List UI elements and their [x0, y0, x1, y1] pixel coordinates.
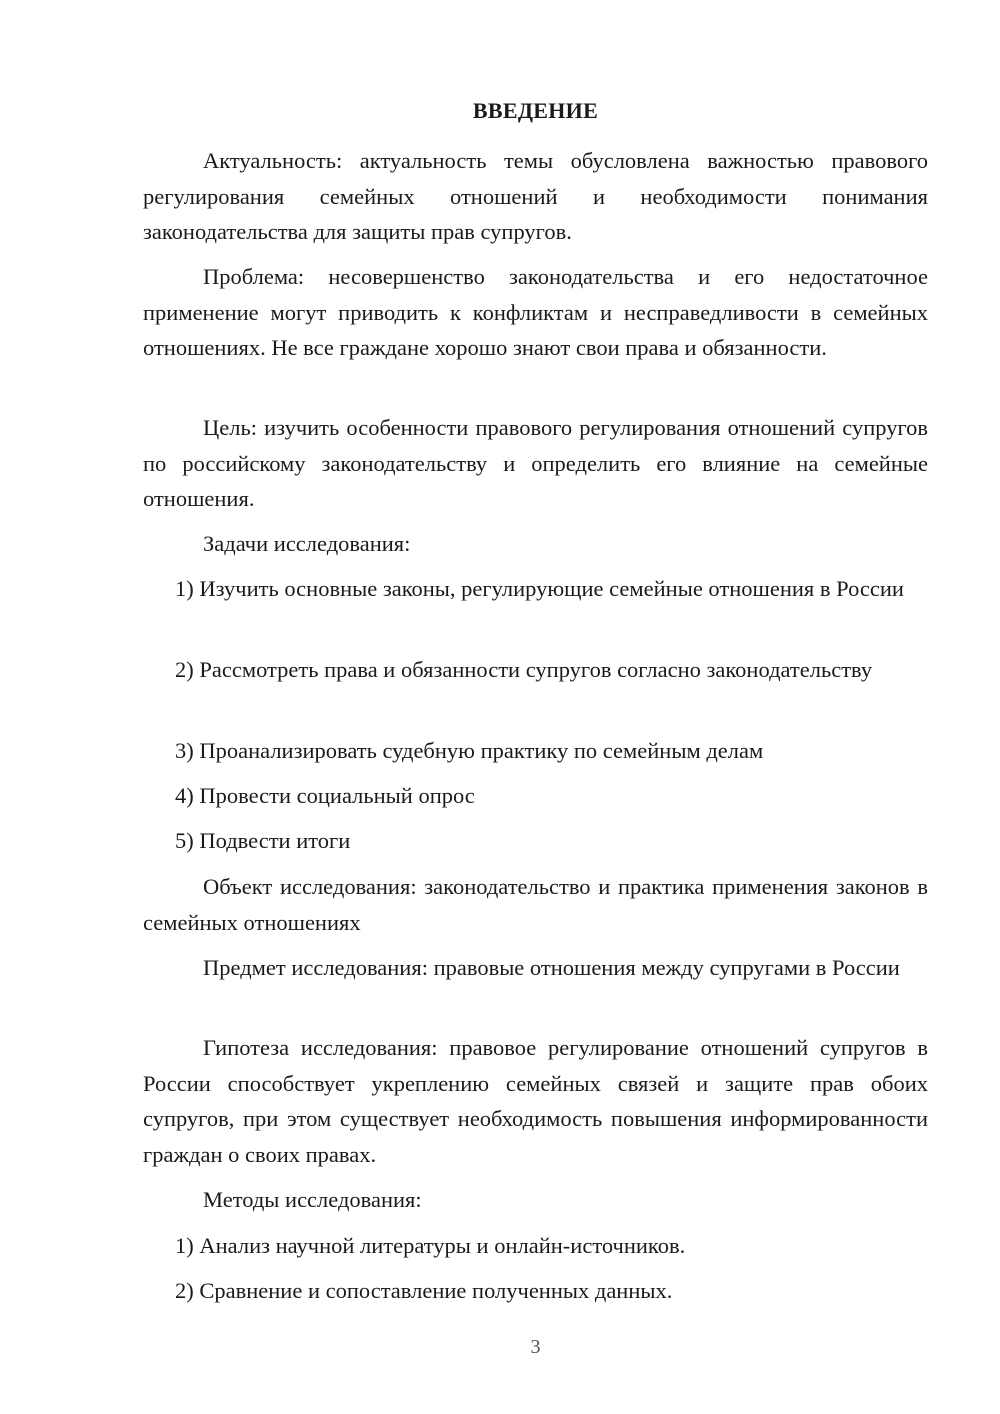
paragraph-object: Объект исследования: законодательство и практика применения законов в семейных отношениях [143, 874, 928, 935]
list-item-task-4: 4) Провести социальный опрос [175, 783, 475, 808]
paragraph-relevance: Актуальность: актуальность темы обусловлена важностью правового регулирования семейных отношений и необходимости понимания законодательства для защиты прав супругов. [143, 148, 928, 244]
list-item-task-1: 1) Изучить основные законы, регулирующие семейные отношения в России [175, 576, 904, 601]
paragraph-hypothesis: Гипотеза исследования: правовое регулирование отношений супругов в России способствует укреплению семейных связей и защите прав обоих супругов, при этом существует необходимость повышения информированности граждан о своих правах. [143, 1035, 928, 1167]
section-title: ВВЕДЕНИЕ [472, 98, 599, 123]
paragraph-methods-heading: Методы исследования: [203, 1187, 422, 1212]
paragraph-problem: Проблема: несовершенство законодательства и его недостаточное применение могут приводить к конфликтам и несправедливости в семейных отношениях. Не все граждане хорошо знают свои права и обязанности. [143, 264, 928, 360]
page-number: 3 [530, 1336, 541, 1358]
list-item-method-2: 2) Сравнение и сопоставление полученных данных. [175, 1278, 673, 1303]
paragraph-subject: Предмет исследования: правовые отношения между супругами в России [203, 955, 900, 980]
list-item-method-1: 1) Анализ научной литературы и онлайн-источников. [175, 1233, 686, 1258]
list-item-task-3: 3) Проанализировать судебную практику по семейным делам [175, 738, 764, 763]
paragraph-tasks-heading: Задачи исследования: [203, 531, 411, 556]
paragraph-goal: Цель: изучить особенности правового регулирования отношений супругов по российскому законодательству и определить его влияние на семейные отношения. [143, 415, 928, 511]
list-item-task-2: 2) Рассмотреть права и обязанности супругов согласно законодательству [175, 657, 873, 682]
list-item-task-5: 5) Подвести итоги [175, 828, 351, 853]
